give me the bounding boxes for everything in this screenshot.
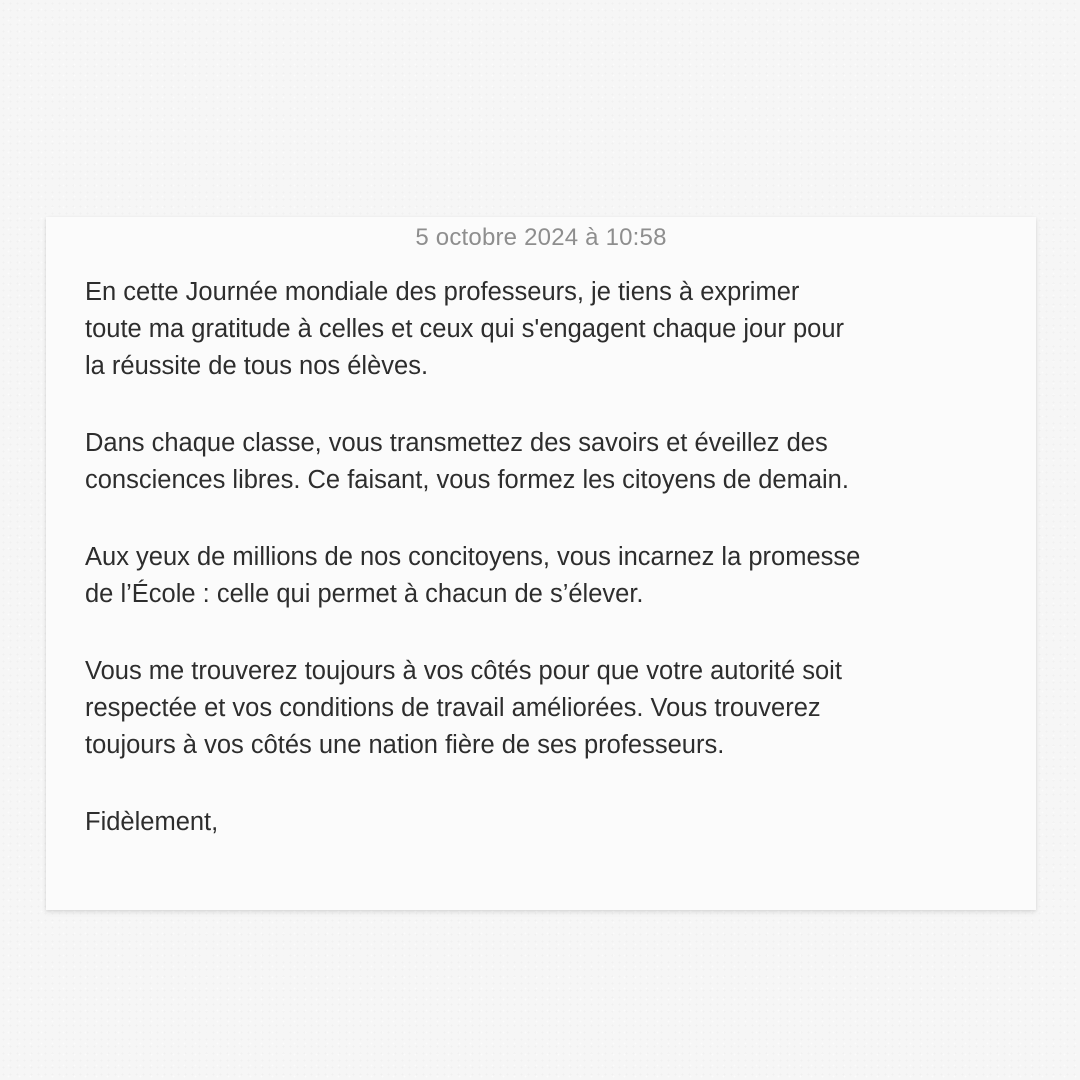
note-line: Dans chaque classe, vous transmettez des savoirs et éveillez des [85,429,828,457]
note-paragraph-2 [85,425,1015,499]
note-line: de l’École : celle qui permet à chacun de s’élever. [85,580,644,608]
note-closing: Fidèlement, [85,808,219,836]
note-line: toujours à vos côtés une nation fière de ses professeurs. [85,731,725,759]
note-card [46,217,1036,910]
note-line: En cette Journée mondiale des professeurs, je tiens à exprimer [85,278,800,306]
note-date: 5 octobre 2024 à 10:58 [415,224,667,251]
note-paragraph-1 [85,274,1015,385]
note-line: toute ma gratitude à celles et ceux qui s'engagent chaque jour pour [85,315,845,343]
note-line: respectée et vos conditions de travail améliorées. Vous trouverez [85,694,821,722]
note-line: Aux yeux de millions de nos concitoyens, vous incarnez la promesse [85,543,861,571]
note-line: la réussite de tous nos élèves. [85,352,429,380]
note-line: consciences libres. Ce faisant, vous formez les citoyens de demain. [85,466,849,494]
note-body [85,274,1015,841]
note-line: Vous me trouverez toujours à vos côtés pour que votre autorité soit [85,657,842,685]
note-paragraph-4 [85,653,1015,764]
note-paragraph-3 [85,539,1015,613]
